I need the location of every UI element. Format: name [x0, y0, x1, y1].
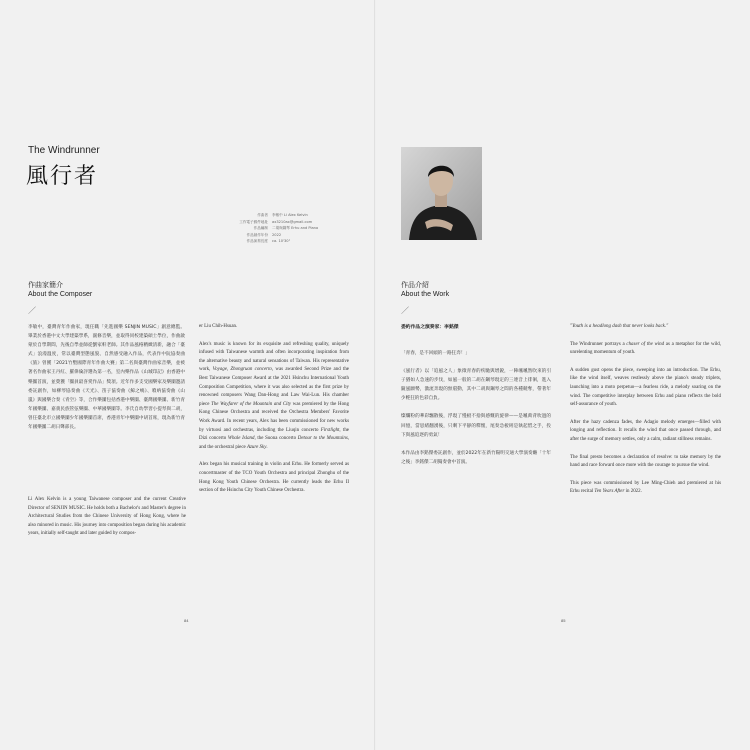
quote-line: "Youth is a headlong dash that never looks back." — [570, 324, 669, 329]
credit-row — [170, 212, 350, 219]
credit-value: ax3210ax@gmail.com — [272, 219, 313, 224]
work-title: Azure Sky — [246, 444, 267, 450]
slash-divider: ／ — [28, 306, 36, 315]
notes-paragraph: After the hazy cadenza fades, the Adagio melody emerges—filled with longing and reflection. It recalls the wind that once passed through, and after the surge of memory settles, only a calm, radiant stillness remains. — [570, 419, 721, 442]
page-gutter — [374, 0, 376, 750]
composer-bio-en-col1 — [28, 496, 186, 548]
commission-line: 委約作品之演奏家：李銘傑 — [401, 325, 459, 330]
text-run: was premiered by the Hong Kong Chinese Orchestra and received the Orchestra Members' Favorite Work Award. In recent years, Alex has been commissioned for new works by virtuosi and orchestras, including the Liuqin concerto — [199, 401, 349, 433]
recital-title: Ten Years After — [594, 489, 625, 495]
text-run: in 2022. — [624, 489, 642, 495]
composer-bio-en-col2 — [199, 323, 349, 505]
bio-paragraph: Alex began his musical training in violin and Erhu. He formerly served as concertmaster of the TCO Youth Orchestra and principal Zhonghu of the Hong Kong Youth Chinese Orchestra. He currently leads the Erhu II section of the Hsinchu City Youth Chinese Orchestra. — [199, 462, 349, 494]
credit-label: 工作電子郵件地址 — [239, 219, 268, 224]
bio-paragraph — [199, 341, 349, 453]
section-heading-zh: 作曲家簡介 — [28, 281, 63, 289]
text-run: . — [266, 444, 268, 450]
work-title: Firstlight — [320, 427, 340, 433]
text-run: , the Suona concerto — [254, 436, 298, 442]
work-notes-zh — [401, 349, 551, 476]
notes-paragraph: The final presto becomes a declaration of resolve: to take memory by the hand and race forward once more with the courage to pursue the wind. — [570, 454, 721, 469]
text-run: The Windrunner portrays a — [570, 341, 627, 347]
work-title-en: The Windrunner — [28, 145, 100, 156]
text-run: , the Dizi concerto — [199, 427, 349, 442]
credit-value: 二胡與鋼琴 Erhu and Piano — [272, 226, 319, 231]
composer-photo — [401, 147, 482, 240]
text-run: , and the orchestral piece — [199, 436, 350, 450]
bio-paragraph: er Liu Chih-Hsuan. — [199, 324, 238, 329]
emphasis: chaser of the wind — [626, 341, 665, 347]
page-number: 85 — [561, 618, 566, 623]
credit-value: ca. 10'30" — [272, 239, 291, 244]
work-title: Detour to the Mountains — [297, 436, 348, 442]
work-notes-en — [570, 323, 721, 506]
credits-block — [170, 212, 350, 245]
portrait-image — [401, 147, 482, 240]
credit-label: 作品演奏長度 — [246, 239, 268, 244]
page-number: 84 — [184, 618, 189, 623]
credit-row — [170, 219, 350, 226]
text-run: as a metaphor for the wild, unrelenting momentum of youth. — [570, 341, 722, 356]
notes-paragraph: 本作品由李銘傑委託創作，並於2022年在新竹陽明交通大學演奏廳「十年之後」李銘傑二胡獨奏會中首演。 — [401, 450, 551, 465]
credit-value: 李敏中 Li Alex Kelvin — [272, 213, 308, 217]
bio-paragraph: Li Alex Kelvin is a young Taiwanese composer and the current Creative Director of SENJIN MUSIC. He holds both a Bachelor's and Master's degree in Architectural Studies from the Chinese University of Hong Kong, where he also minored in music. His journey into composition began during his academic years, initially self-taught and later guided by compos- — [28, 497, 186, 537]
section-heading-en: About the Work — [401, 291, 450, 298]
credit-label: 作品編制 — [253, 226, 268, 231]
credit-row — [170, 225, 350, 232]
notes-paragraph — [570, 341, 721, 358]
notes-paragraph: A sudden gust opens the piece, sweeping into an introduction. The Erhu, like the wind itself, weaves restlessly above the piano's steady triplets, launching into a moto perpetuo—a fearless ride, a melody soaring on the wind. The competitive interplay between Erhu and piano reflects the bold self-assurance of youth. — [570, 367, 721, 408]
credit-value: 2022 — [272, 232, 282, 237]
notes-paragraph: 燦爛粉的華彩飄散後，浮現了慢板不捨與感慨的旋律——是颯萬背吹過的回憶，當思緒翻湧後，只剩下平靜的釋懷，尾奏急板則是執起惜之手，投下與風追逐的勇氣！ — [401, 414, 551, 438]
work-title: The Wayfarer of the Mountain and City — [211, 401, 292, 407]
credit-row — [170, 232, 350, 239]
work-title-zh: 風行者 — [26, 164, 99, 189]
section-heading-en: About the Composer — [28, 291, 93, 298]
composer-bio-zh: 李敏中，臺灣青年作曲家，現任職「先進國樂 SENJIN MUSIC」創意總監。畢業於香港中文大學建築學系，副修音樂，並取得同校建築碩士學位，作曲啟蒙於自學期間，先後自學並師從劉家軒老師。其作品風格精緻清新，融合「臺式」浪漫溫度，常以臺灣型態風貌、自然感受融入作品，代表作中阮協奏曲《旅》曾獲「2021竹塹國際青年作曲大賽」第二名與臺灣作曲家音樂，並被著名作曲家王丹紅、羅偉倫評選為第一名，室內樂作品《山城印記》由香港中樂團首演，並榮獲「團員最喜愛作品」獎項。近年作多支受國樂家及樂團邀請委託創作，如柳琴協奏曲《天光》、笛子協奏曲《鯨之嶋》、嗩吶協奏曲《山嵐》與國樂合奏《青空》等，合作樂團包括香港中樂團、臺灣國樂團、新竹青年國樂團、嘉義民族管弦樂團、中華國樂團等。李氏自幼學習小提琴與二胡，曾任臺北市立國樂團少年國樂團首席，香港青年中樂團中胡首席，現為新竹青年國樂團二胡日聲部長。 — [28, 325, 185, 431]
text-run: This piece was commissioned by Lee Ming-Chieh and premiered at his Erhu recital — [570, 480, 721, 495]
notes-paragraph: 《風行者》以「追風之人」象徵青春的疾馳與增銳，一陣颯颯然吹來的引子猶如人急速的步伐，如風一般的二胡在鋼琴現定的三連音上徘徊，進入隨風願勢，激流奔現的無窮動，其中二胡與鋼琴之間的各種競奪，帶著年少輕狂的色彩自負。 — [401, 369, 551, 402]
text-run: Alex's music is known for its exquisite and refreshing quality, uniquely infused with Taiwanese warmth and often incorporating inspiration from the alternative beauty and natural sensations of Taiwan. His representative work, — [199, 341, 349, 373]
notes-paragraph — [570, 480, 721, 497]
slash-divider: ／ — [401, 306, 409, 315]
section-heading-zh: 作品介紹 — [401, 281, 429, 289]
work-title: Voyage, Zhongruan concerto, — [212, 367, 274, 373]
credit-label: 作曲者 — [257, 213, 268, 217]
text-run: was awarded Second Prize and the Best Taiwanese Composer Award at the 2021 Hsinchu International Youth Composition Competition, where it was also selected as the first prize by renowned composers Wang Dan-Hong and Law Wai-Lun. His chamber piece — [199, 367, 349, 407]
notes-paragraph: 「青春，是不回頭的一路狂奔！」 — [401, 351, 470, 356]
work-title: Whale Island — [227, 436, 255, 442]
credit-label: 作品創作年份 — [246, 232, 268, 237]
credit-row — [170, 238, 350, 245]
